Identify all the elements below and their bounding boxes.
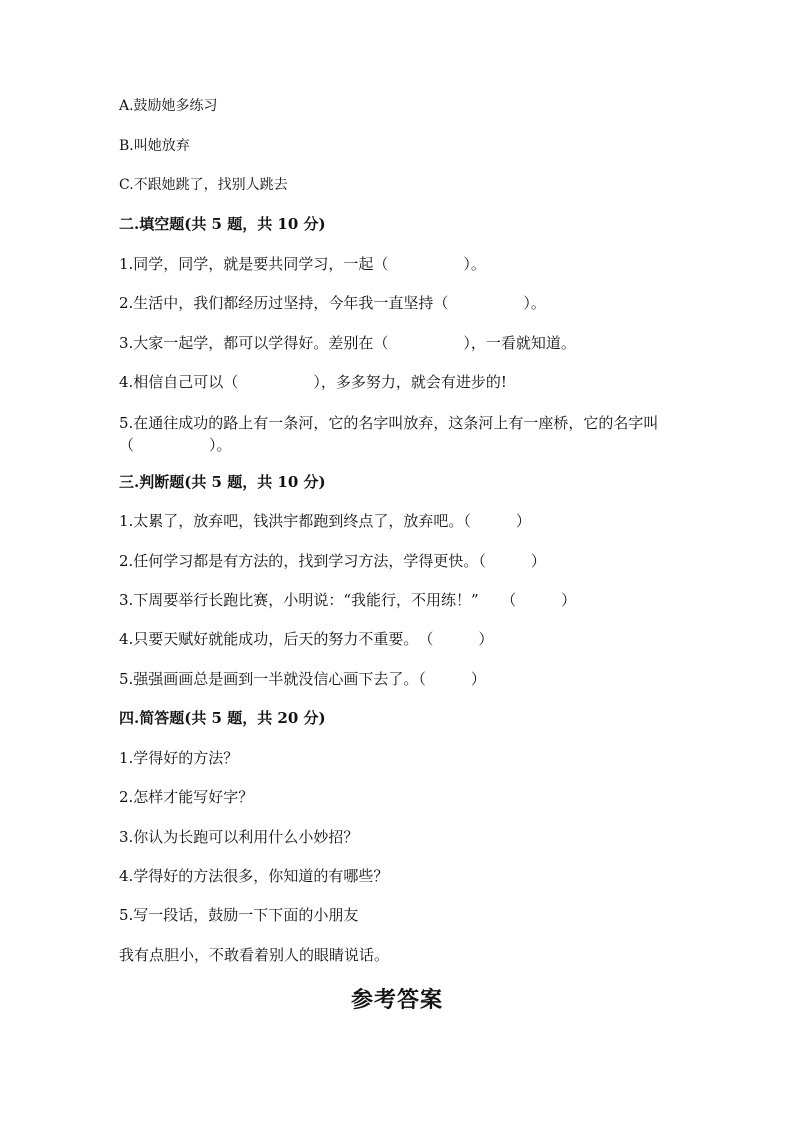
short-answer-item: 3.你认为长跑可以利用什么小妙招？: [119, 828, 359, 846]
choice-c: C.不跟她跳了，找别人跳去: [119, 177, 288, 193]
fill-blank-item: 2.生活中，我们都经历过坚持，今年我一直坚持（ ）。: [119, 294, 546, 312]
true-false-item: 2.任何学习都是有方法的，找到学习方法，学得更快。（ ）: [119, 552, 546, 570]
true-false-item: 4.只要天赋好就能成功，后天的努力不重要。 （ ）: [119, 630, 494, 648]
short-answer-item: 5.写一段话，鼓励一下下面的小朋友: [119, 906, 359, 924]
fill-blank-item: 4.相信自己可以（ ），多多努力，就会有进步的!: [119, 373, 507, 391]
true-false-item: 1.太累了，放弃吧，钱洪宇都跑到终点了，放弃吧。（ ）: [119, 512, 531, 530]
choice-b: B.叫她放弃: [119, 138, 190, 154]
fill-blank-item: 5.在通往成功的路上有一条河，它的名字叫放弃，这条河上有一座桥，它的名字叫（ ）。: [119, 414, 659, 454]
section-heading-true-false: 三.判断题(共 5 题，共 10 分): [119, 473, 326, 491]
short-answer-item: 1.学得好的方法？: [119, 749, 239, 767]
fill-blank-item: 1.同学，同学，就是要共同学习，一起（ ）。: [119, 255, 486, 273]
section-heading-fill-blank: 二.填空题(共 5 题，共 10 分): [119, 215, 326, 233]
section-heading-short-answer: 四.简答题(共 5 题，共 20 分): [119, 709, 326, 727]
true-false-item: 5.强强画画总是画到一半就没信心画下去了。（ ）: [119, 670, 486, 688]
answer-key-title: 参考答案: [350, 987, 443, 1013]
short-answer-prompt: 我有点胆小，不敢看着别人的眼睛说话。: [119, 946, 390, 964]
fill-blank-item: 3.大家一起学，都可以学得好。差别在（ ），一看就知道。: [119, 334, 576, 352]
choice-a: A.鼓励她多练习: [119, 98, 218, 114]
true-false-item: 3.下周要举行长跑比赛，小明说：“我能行，不用练！” （ ）: [119, 591, 577, 609]
short-answer-item: 4.学得好的方法很多，你知道的有哪些？: [119, 867, 389, 885]
short-answer-item: 2.怎样才能写好字？: [119, 788, 254, 806]
